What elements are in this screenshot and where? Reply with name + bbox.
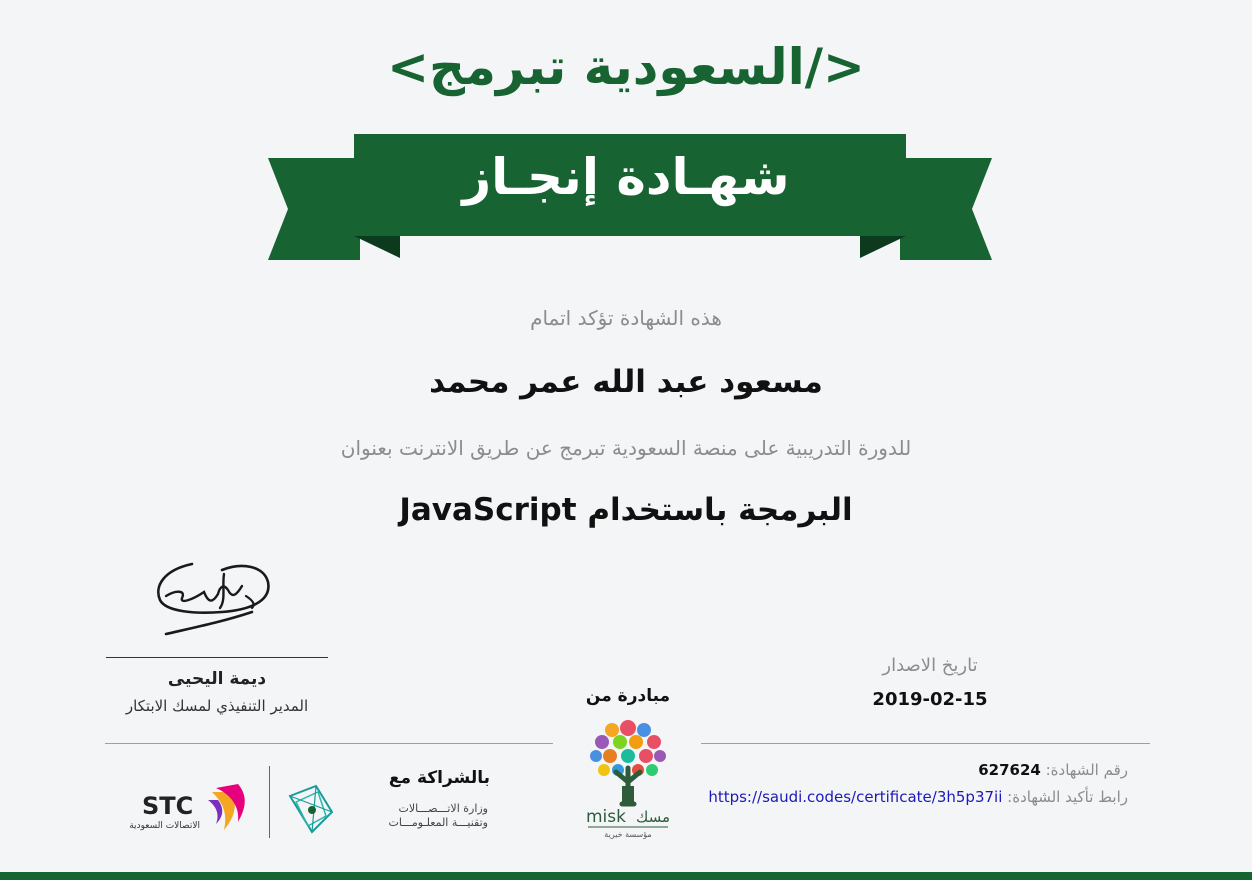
tree-icon: [590, 720, 666, 804]
stc-logo-arabic: الاتصالات السعودية: [129, 821, 200, 831]
misk-logo-subtitle: مؤسسة خيرية: [604, 830, 652, 839]
certificate-title: شهـادة إنجـاز: [462, 148, 790, 206]
misk-logo: [582, 708, 674, 840]
course-intro-text: للدورة التدريبية على منصة السعودية تبرمج عن طريق الانترنت بعنوان: [340, 436, 912, 460]
certificate-verify-link[interactable]: https://saudi.codes/certificate/3h5p37ii: [708, 788, 1003, 806]
stc-logo-text: STC: [142, 792, 194, 820]
divider-left: [105, 743, 553, 744]
partners-label: بالشراكة مع: [388, 768, 490, 788]
initiative-label: مبادرة من: [585, 686, 671, 706]
issue-date: 2019-02-15: [872, 689, 988, 710]
stc-logo: [112, 778, 256, 836]
course-name: البرمجة باستخدام JavaScript: [399, 492, 853, 528]
certificate-number-row: [978, 761, 1128, 779]
issue-date-label: تاريخ الاصدار: [882, 655, 978, 676]
signatory-role: المدير التنفيذي لمسك الابتكار: [125, 697, 309, 715]
partners-separator: [269, 766, 270, 838]
intro-text: هذه الشهادة تؤكد اتمام: [530, 306, 722, 330]
bottom-bar: [0, 872, 1252, 880]
mcit-name-line2: وتقنيـــة المعلـومـــات: [388, 816, 488, 829]
mcit-emblem-icon: [290, 786, 332, 832]
stc-swoosh-icon: [208, 784, 245, 830]
certificate-number-label: رقم الشهادة:: [1045, 761, 1128, 779]
mcit-logo: [286, 782, 492, 836]
certificate-link-row: [708, 788, 1128, 806]
certificate-number: 627624: [978, 761, 1041, 779]
signature-image: [152, 556, 274, 640]
divider-right: [701, 743, 1150, 744]
program-title: <السعودية تبرمج/>: [387, 38, 865, 96]
recipient-name: مسعود عبد الله عمر محمد: [429, 364, 823, 400]
misk-logo-latin: misk: [586, 807, 626, 827]
mcit-name-line1: وزارة الاتـــصـــالات: [398, 802, 488, 815]
signature-line: [106, 657, 328, 658]
misk-logo-arabic: مسك: [635, 808, 670, 826]
certificate-link-label: رابط تأكيد الشهادة:: [1007, 788, 1128, 806]
signatory-name: ديمة اليحيى: [167, 669, 267, 689]
